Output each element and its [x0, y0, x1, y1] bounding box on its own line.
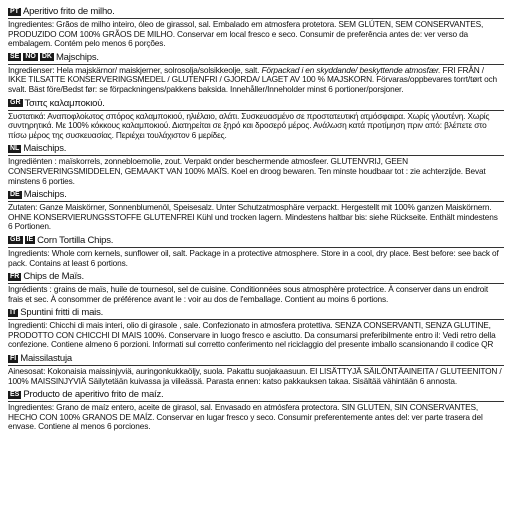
- section-body: Zutaten: Ganze Maiskörner, Sonnenblumenöl, Speisesalz. Unter Schutzatmosphäre verpackt. Hergestellt mit 100% ganzen Maiskörnern. OHNE KONSERVIERUNGSSTOFFE GLUTENFREI Kühl und trocken lagern. Mindestens haltbar bis: siehe Rückseite. Enthält mindestens 6 Portionen.: [8, 202, 498, 232]
- section-se-no-dk: [8, 52, 504, 95]
- language-badge-nl: NL: [10, 144, 20, 152]
- language-badge-es: ES: [10, 390, 20, 398]
- section-fr: [8, 271, 504, 304]
- section-body: Ingredienti: Chicchi di mais interi, olio di girasole , sale. Confezionato in atmosfera protettiva. SENZA CONSERVANTI, SENZA GLUTINE, PRODOTTO CON CHICCHI DI MAIS 100%. Conservare in luogo fresco e asciutto. Da consumarsi preferibilmente entro il: Vedi retro della confezione. Contiene almeno 6 porzioni. Informati sul corretto conferimento nel riciclaggio del presente imballo scansionando il codice QR: [8, 320, 496, 350]
- section-title: Corn Tortilla Chips.: [37, 234, 114, 246]
- section-body: Ingredienser: Hela majskärnor/ maiskjerner, solrosolja/solsikkeolje, salt. Förpackad i en skyddande/ beskyttende atmosfær. FRI FRÅN / IKKE TILSATTE KONSERVERINGSMEDEL / GLUTENFRI / GJORDA/ LAGET AV 100 % MAJSKORN. Förvaras/oppbevares torrt/tørt och svalt. Bäst före/Bedst før: se förpackningens/pakkens baksida. Innehåller/Inneholder minst 6 portioner/porsjoner.: [8, 64, 498, 94]
- section-title: Τσιπς καλαμποκιού.: [24, 97, 105, 109]
- section-header: [8, 98, 504, 111]
- language-badge-pt: PT: [10, 7, 19, 15]
- language-badge-dk: DK: [41, 53, 52, 61]
- language-badge-fr: FR: [10, 272, 20, 280]
- section-header: [8, 353, 504, 366]
- section-body: Ingrediënten : maïskorrels, zonnebloemolie, zout. Verpakt onder beschermende atmosfeer. GLUTENVRIJ, GEEN CONSERVERINGSMIDDELEN, GEMAAKT VAN 100% MAÏS. Koel en droog bewaren. Ten minste houdbaar tot : zie achterzijde. Bevat minstens 6 porties.: [8, 156, 486, 186]
- language-badge-fi: FI: [10, 354, 17, 362]
- section-title: Maischips.: [23, 143, 67, 155]
- language-badge-no: NO: [25, 53, 36, 61]
- section-header: [8, 389, 504, 402]
- section-header: [8, 143, 504, 156]
- section-body: Ingredients: Whole corn kernels, sunflower oil, salt. Package in a protective atmosphere. Store in a cool, dry place. Best before: see back of pack. Contains at least 6 portions.: [8, 247, 499, 268]
- section-body: Ingrédients : grains de maïs, huile de tournesol, sel de cuisine. Conditionnées sous atmosphère protectrice. À conserver dans un endroit frais et sec. À consommer de préférence avant le : voir au dos de l'emballage. Contient au moins 6 portions.: [8, 284, 489, 304]
- section-header: [8, 189, 504, 202]
- section-header: [8, 52, 504, 65]
- language-badge-ie: IE: [26, 236, 34, 244]
- section-title: Maischips.: [23, 189, 67, 201]
- section-gb-ie: [8, 235, 504, 268]
- language-badge-gb: GB: [10, 236, 21, 244]
- language-badge-it: IT: [10, 308, 17, 316]
- section-es: [8, 389, 504, 432]
- section-header: [8, 235, 504, 248]
- section-header: [8, 6, 504, 19]
- section-title: Spuntini fritti di mais.: [20, 307, 104, 319]
- section-nl: [8, 143, 504, 186]
- section-pt: [8, 6, 504, 49]
- section-title: Producto de aperitivo frito de maíz.: [23, 389, 164, 401]
- italic-phrase: Förpackad i en skyddande/ beskyttende atmosfær.: [261, 64, 441, 75]
- language-badge-se: SE: [10, 53, 20, 61]
- section-de: [8, 189, 504, 232]
- section-fi: [8, 353, 504, 386]
- section-body: Ingredientes: Grano de maíz entero, aceite de girasol, sal. Envasado en atmósfera protectora. SIN GLUTEN, SIN CONSERVANTES, HECHO CON 100% GRANOS DE MAÍZ. Conservar en lugar fresco y seco. Consumir preferentemente antes del: ver parte trasera del envase. Contiene al menos 6 porciones.: [8, 402, 483, 432]
- section-title: Maissilastuja: [20, 353, 73, 365]
- section-title: Chips de Maïs.: [23, 271, 84, 283]
- language-badge-de: DE: [10, 190, 20, 198]
- section-header: [8, 271, 504, 284]
- section-body: Συστατικά: Αναποφλοίωτος σπόρος καλαμποκιού, ηλιέλαιο, αλάτι. Συσκευασμένο σε προστατευτική ατμόσφαιρα. Χωρίς γλουτένη. Χωρίς συντηρητικά. Με 100% κόκκους καλαμποκιού. Διατηρείται σε ξηρό και δροσερό μέρος. Ανάλωση κατά προτίμηση πριν από: βλέπετε στο πίσω μέρος της συσκευασίας. Περιέχει τουλάχιστον 6 μερίδες.: [8, 110, 490, 140]
- section-body: Ainesosat: Kokonaisia maissinjyviä, auringonkukkaöljy, suola. Pakattu suojakaasuun. EI LISÄTTYJÄ SÄILÖNTÄAINEITA / GLUTEENITON / 100% MAISSINJYVIÄ Säilytetään kuivassa ja viileässä. Parasta ennen: katso pakkauksen takaa. Sisältää vähintään 6 annosta.: [8, 366, 502, 386]
- section-it: [8, 307, 504, 350]
- section-body: Ingredientes: Grãos de milho inteiro, óleo de girassol, sal. Embalado em atmosfera protetora. SEM GLÚTEN, SEM CONSERVANTES, PRODUZIDO COM 100% GRÃOS DE MILHO. Conservar em local fresco e seco. Consumir de preferência antes de: ver verso da embalagem. Contém pelo menos 6 porções.: [8, 19, 484, 49]
- language-badge-gr: GR: [10, 99, 21, 107]
- section-header: [8, 307, 504, 320]
- section-gr: [8, 98, 504, 141]
- section-title: Aperitivo frito de milho.: [22, 6, 115, 17]
- section-title: Majschips.: [55, 51, 99, 63]
